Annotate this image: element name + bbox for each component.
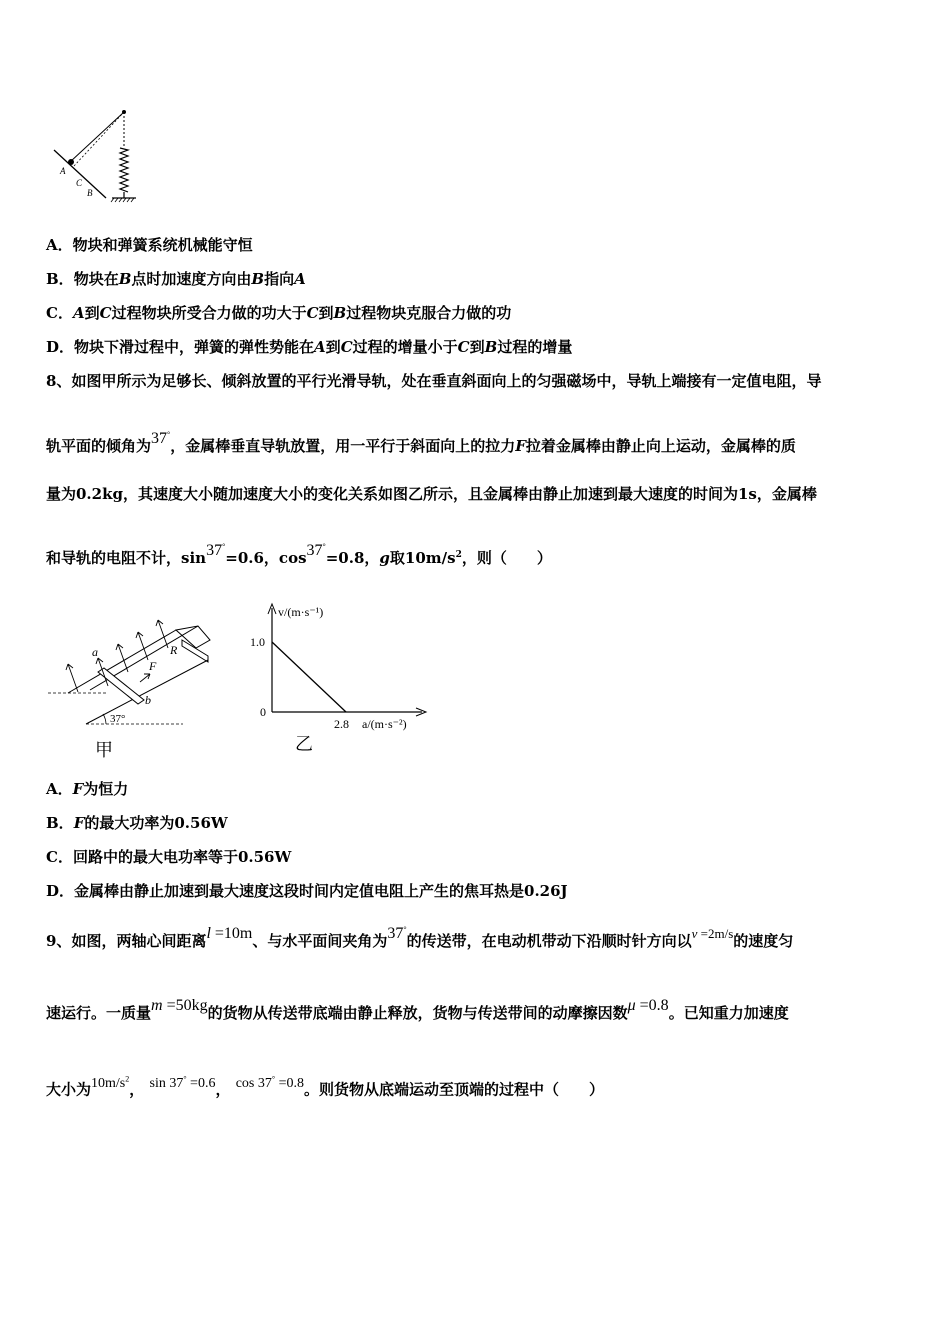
fig-jia-label-a: a xyxy=(92,645,98,659)
series-line xyxy=(272,642,346,712)
q8-stem-line3: 量为0.2kg，其速度大小随加速度大小的变化关系如图乙所示，且金属棒由静止加速到最大速度的时间为1s，金属棒 xyxy=(46,485,817,503)
q9-number: 9、 xyxy=(46,932,72,950)
fig-jia-label-f: F xyxy=(149,659,157,673)
q8-option-a: A．F为恒力 xyxy=(46,780,129,798)
q8-figure-jia xyxy=(48,600,218,730)
fig-jia-label-angle: 37° xyxy=(110,713,126,725)
q9-stem-line2: 速运行。一质量m =50kg的货物从传送带底端由静止释放，货物与传送带间的动摩擦因数μ =0.8。已知重力加速度 xyxy=(46,997,789,1022)
fig7-label-b: B xyxy=(87,188,93,198)
q8-option-d: D．金属棒由静止加速到最大速度这段时间内定值电阻上产生的焦耳热是0.26J xyxy=(46,882,568,900)
q8-option-b: B．F的最大功率为0.56W xyxy=(46,814,228,832)
q8-number: 8、 xyxy=(46,372,72,390)
q9-stem-line3: 大小为$10m/s^2$， sin 37° =0.6， cos 37° =0.8。则货物从底端运动至顶端的过程中（ ） xyxy=(46,1074,604,1099)
y-axis-label: v/(m·s⁻¹) xyxy=(278,605,324,619)
q8-option-c: C．回路中的最大电功率等于0.56W xyxy=(46,848,292,866)
q7-option-c: C．A到C过程物块所受合力做的功大于C到B过程物块克服合力做的功 xyxy=(46,304,512,322)
q8-figure-yi-caption: 乙 xyxy=(295,734,313,755)
x-axis-label: a/(m·s⁻²) xyxy=(362,717,407,731)
q8-stem-line4: 和导轨的电阻不计，sin37°=0.6，cos37°=0.8，g取$10m/s^2$，则（ ） xyxy=(46,542,552,567)
q7-option-b: B．物块在B点时加速度方向由B指向A xyxy=(46,270,306,288)
x-tick-label: 2.8 xyxy=(334,717,349,731)
fig7-label-a: A xyxy=(60,166,66,176)
q7-option-a: A．物块和弹簧系统机械能守恒 xyxy=(46,236,253,254)
q8-figure-jia-caption: 甲 xyxy=(95,740,113,761)
q8-figure-yi-chart xyxy=(240,600,430,730)
fig-jia-label-b: b xyxy=(145,693,151,707)
q7-figure xyxy=(50,100,150,200)
q7-option-d: D．物块下滑过程中，弹簧的弹性势能在A到C过程的增量小于C到B过程的增量 xyxy=(46,338,573,356)
origin-label: 0 xyxy=(260,705,266,719)
fig7-label-c: C xyxy=(76,178,83,188)
q9-stem-line1: 9、如图，两轴心间距离l =10m、与水平面间夹角为37°的传送带，在电动机带动下沿顺时针方向以v =2m/s的速度匀 xyxy=(46,925,794,950)
y-tick-label: 1.0 xyxy=(250,635,265,649)
q8-stem-line1: 8、如图甲所示为足够长、倾斜放置的平行光滑导轨，处在垂直斜面向上的匀强磁场中，导轨上端接有一定值电阻，导 xyxy=(46,372,822,390)
fig-jia-label-r: R xyxy=(170,643,178,657)
q8-stem-line2: 轨平面的倾角为37°，金属棒垂直导轨放置，用一平行于斜面向上的拉力F拉着金属棒由静止向上运动，金属棒的质 xyxy=(46,430,796,455)
